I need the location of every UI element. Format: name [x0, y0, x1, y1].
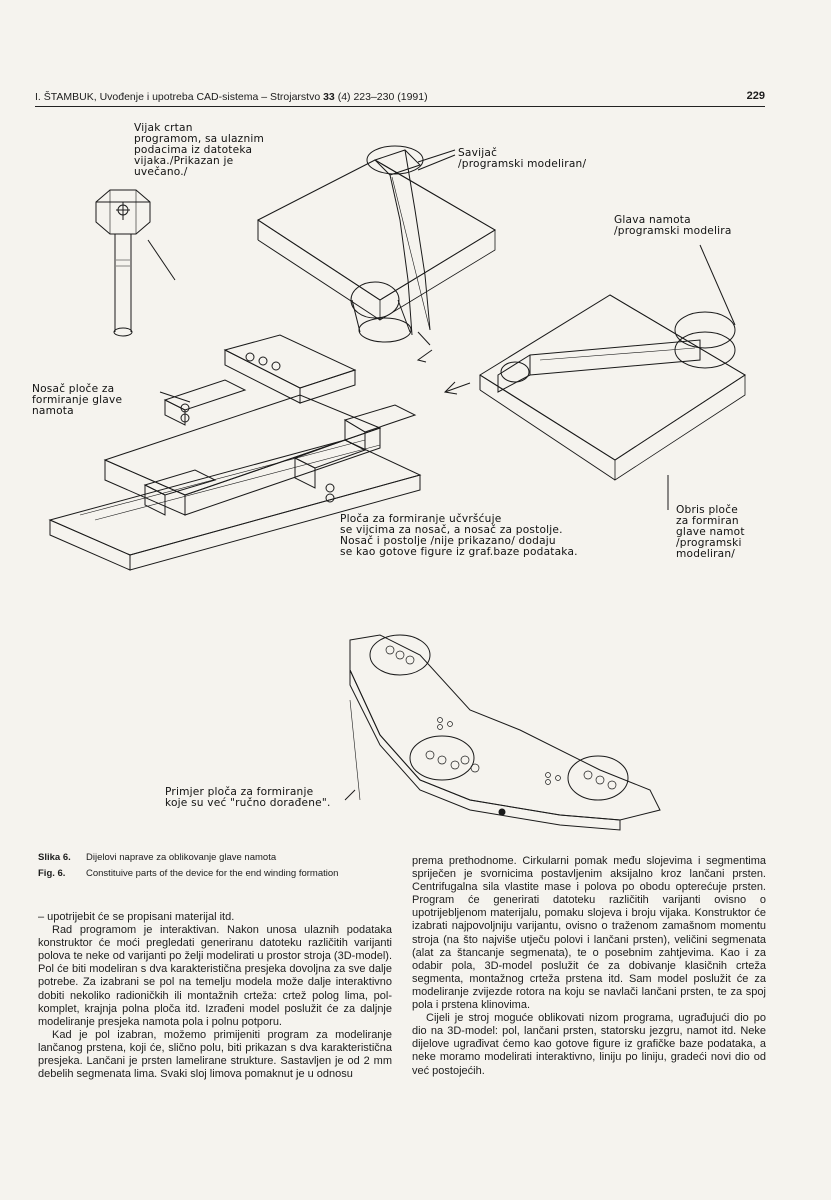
label-winding-head: Glava namota /programski modelira [614, 214, 732, 237]
caption-english [38, 868, 393, 880]
bender-drawing [258, 146, 495, 362]
caption-text: Dijelovi naprave za oblikovanje glave namota [86, 852, 277, 863]
caption-text: Constituive parts of the device for the end winding formation [86, 868, 339, 879]
label-bolt: Vijak crtan programom, sa ulaznim podacima iz datoteka vijaka./Prikazan je uvečano./ [134, 122, 265, 178]
caption-tag: Fig. 6. [38, 868, 66, 879]
paragraph: Cijeli je stroj moguće oblikovati nizom programa, ugrađujući dio po dio na 3D-model: pol, lančani prsten, statorsku jezgru, namot itd. Neke dijelove ugrađivat ćemo kao gotove figure iz grafičke baze podataka, a neke moramo modelirati interaktivno, liniju po liniju, gradeći novi dio od već postojećih. [412, 1012, 766, 1077]
paragraph: – upotrijebit će se propisani materijal itd. [38, 911, 235, 923]
label-bender: Savijač /programski modeliran/ [458, 147, 587, 170]
figure-caption [38, 852, 393, 884]
paragraph: prema prethodnome. Cirkularni pomak među slojevima i segmentima spriječen je svornicima postavljenim aksijalno kroz lančani prsten. Centrifugalna sila vlastite mase i polova po obodu opterećuje prsten. Program će generirati datoteku različitih varijanti ovisno o upotrijebljenom materijalu, pomaku slojeva i broju vijaka. Konstruktor će izabrati najpovoljniju varijantu, ovisno o traženom zamašnom momentu stroja (na što najviše utječu polovi i lančani prsten), veličini segmenata (alat za štancanje segmenata), te o posebnim zahtjevima. Kao i za odabir pola, 3D-model poslužit će za dobivanje klasičnih crteža segmenta, montažnog crteža prstena itd. Sam model poslužit će za modeliranje zvijezde rotora na koju se navlači lančani prsten, te za spoj pola i prstena klinovima. [412, 855, 766, 1012]
running-header [35, 90, 765, 107]
bolt-drawing [96, 190, 175, 336]
label-carrier: Nosač ploče za formiranje glave namota [32, 383, 123, 417]
caption-tag: Slika 6. [38, 852, 71, 863]
paragraph: Kad je pol izabran, možemo primijeniti program za modeliranje lančanog prstena, koji će, slično polu, biti prikazan s dva karakteristična presjeka. Lančani je prsten lamelirane strukture. Sastavljen je od 2 mm debelih segmenata lima. Svaki sloj limova pomaknut je u odnosu [38, 1028, 392, 1081]
body-right-column [412, 855, 766, 1078]
label-plate-outline: Obris ploče za formiran glave namot /programski modeliran/ [676, 504, 745, 560]
plates-example-drawing [345, 635, 660, 830]
label-forming-plate: Ploča za formiranje učvršćuje se vijcima za nosač, a nosač za postolje. Nosač i postolje /nije prikazano/ dodaju se kao gotove figure iz graf.baze podataka. [340, 513, 578, 558]
caption-croatian [38, 852, 393, 864]
winding-head-drawing [445, 245, 745, 510]
header-citation: I. ŠTAMBUK, Uvođenje i upotreba CAD-sistema – Strojarstvo 33 (4) 223–230 (1991) [35, 91, 428, 103]
label-plates-example: Primjer ploča za formiranje koje su već "ručno dorađene". [165, 786, 331, 809]
page-number: 229 [746, 90, 765, 102]
paragraph: Rad programom je interaktivan. Nakon unosa ulaznih podataka konstruktor će moći pregledati generiranu datoteku različitih varijanti polova te neke od varijanti po želji modelirati u prostor stroja (3D-model). Pol će biti modeliran s dva karakteristična presjeka dovoljna za sve dalje potrebe. Za izabrani se pol na temelju modela može dalje interaktivno dobiti nekoliko radioničkih ili montažnih crteža: crtež polog lima, pol-komplet, krajnja polna ploča itd. Izrađeni model poslužit će za daljnje modeliranje presjeka namota pola i polnu potporu. [38, 924, 392, 1028]
body-left-column [38, 911, 392, 1081]
